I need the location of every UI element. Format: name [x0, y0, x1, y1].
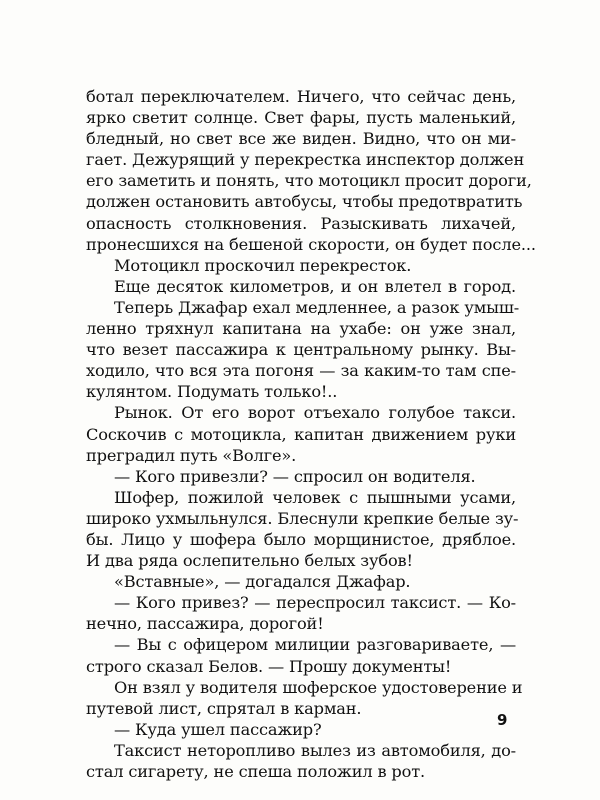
- text-line: Рынок. От его ворот отъехало голубое такси.: [114, 403, 516, 423]
- text-line: стал сигарету, не спеша положил в рот.: [86, 762, 426, 781]
- text-line: путевой лист, спрятал в карман.: [86, 698, 362, 718]
- text-line: кулянтом. Подумать только!..: [86, 382, 338, 402]
- text-line: ботал переключателем. Ничего, что сейчас день,: [86, 87, 516, 106]
- text-line: бледный, но свет все же виден. Видно, что он ми-: [86, 129, 516, 149]
- text-line: должен остановить автобусы, чтобы предотвратить: [86, 192, 523, 212]
- text-line: ходило, что вся эта погоня — за каким-то там спе-: [86, 361, 516, 381]
- text-line: ленно тряхнул капитана на ухабе: он уже знал,: [86, 319, 516, 339]
- text-line: пронесшихся на бешеной скорости, он будет после...: [86, 234, 536, 254]
- text-line: Шофер, пожилой человек с пышными усами,: [114, 487, 516, 507]
- page-number: 9: [497, 711, 508, 729]
- text-line: — Кого привез? — переспросил таксист. — Ко-: [114, 593, 516, 613]
- text-line: строго сказал Белов. — Прошу документы!: [86, 656, 452, 676]
- text-line: — Вы с офицером милиции разговариваете, —: [114, 635, 516, 655]
- text-line: — Кого привезли? — спросил он водителя.: [114, 466, 476, 486]
- text-line: гает. Дежурящий у перекрестка инспектор должен: [86, 150, 525, 170]
- text-line: «Вставные», — догадался Джафар.: [114, 572, 411, 592]
- text-line: опасность столкновения. Разыскивать лихачей,: [86, 213, 516, 233]
- text-line: Еще десяток километров, и он влетел в город.: [114, 276, 516, 296]
- body-text: [86, 86, 536, 782]
- text-line: Он взял у водителя шоферское удостоверение и: [114, 677, 523, 697]
- text-line: Таксист неторопливо вылез из автомобиля, до-: [114, 740, 516, 760]
- text-line: Теперь Джафар ехал медленнее, а разок умыш-: [114, 297, 520, 317]
- text-line: Мотоцикл проскочил перекресток.: [114, 255, 412, 275]
- text-line: нечно, пассажира, дорогой!: [86, 614, 324, 634]
- text-line: что везет пассажира к центральному рынку. Вы-: [86, 340, 516, 360]
- text-line: Соскочив с мотоцикла, капитан движением руки: [86, 424, 516, 444]
- text-line: ярко светит солнце. Свет фары, пусть маленький,: [86, 108, 516, 128]
- text-line: бы. Лицо у шофера было морщинистое, дряблое.: [86, 529, 516, 549]
- text-line: широко ухмыльнулся. Блеснули крепкие белые зу-: [86, 508, 519, 528]
- text-line: его заметить и понять, что мотоцикл просит дороги,: [86, 171, 532, 191]
- text-line: И два ряда ослепительно белых зубов!: [86, 551, 413, 571]
- text-line: — Куда ушел пассажир?: [114, 719, 322, 739]
- text-line: преградил путь «Волге».: [86, 445, 297, 465]
